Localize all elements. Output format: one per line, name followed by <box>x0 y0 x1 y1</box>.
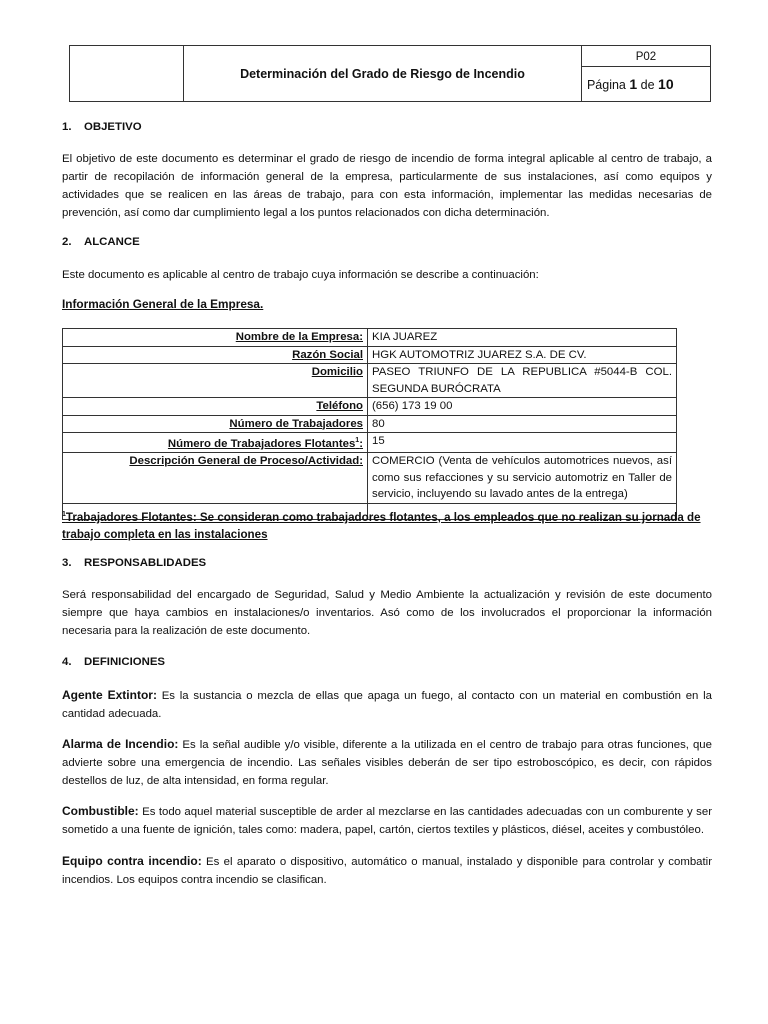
table-row <box>63 433 677 453</box>
definition-combustible: Combustible: Es todo aquel material susceptible de arder al mezclarse en las cantidades adecuadas con un comburente y ser sometido a una fuente de ignición, tales como: madera, papel, cartón, ciertos textiles y plásticos, diésel, aceites y combustóleo. <box>62 804 712 836</box>
responsabilidades-paragraph: Será responsabilidad del encargado de Seguridad, Salud y Medio Ambiente la actualización y revisión de este documento siempre que haya cambios en instalaciones/o inventarios. Asó como de los involucrados el proporcionar la información necesaria para la realización de este documento. <box>62 589 712 637</box>
row-value: COMERCIO (Venta de vehículos automotrices nuevos, así como sus refacciones y su servicio automotriz en Taller de servicio, incluyendo su lavado antes de la entrega) <box>368 453 677 504</box>
section-heading-alcance: 2. ALCANCE <box>62 236 140 248</box>
info-heading: Información General de la Empresa. <box>62 297 264 311</box>
row-value: HGK AUTOMOTRIZ JUAREZ S.A. DE CV. <box>368 346 677 364</box>
company-info-table <box>62 328 677 520</box>
document-header <box>69 45 711 102</box>
table-row <box>63 415 677 433</box>
footnote: $^1$Trabajadores Flotantes: Se consideran como trabajadores flotantes, a los empleados que no realizan su jornada de trabajo completa en las instalaciones <box>62 510 701 541</box>
document-title: Determinación del Grado de Riesgo de Incendio <box>184 46 582 102</box>
definition-agente-extintor: Agente Extintor: Es la sustancia o mezcla de ellas que apaga un fuego, al contacto con un material en combustión en la cantidad adecuada. <box>62 688 712 720</box>
row-label: Nombre de la Empresa: <box>63 329 368 347</box>
row-label: Razón Social <box>63 346 368 364</box>
table-row <box>63 364 677 398</box>
definition-term: Combustible: <box>62 804 139 818</box>
section-heading-objetivo: 1. OBJETIVO <box>62 121 142 133</box>
table-row <box>63 329 677 347</box>
section-heading-definiciones: 4. DEFINICIONES <box>62 656 166 668</box>
definition-alarma-incendio: Alarma de Incendio: Es la señal audible y/o visible, diferente a la utilizada en el centro de trabajo para otras funciones, que advierte sobre una emergencia de incendio. Las señales visibles deberán de ser tipo estroboscópico, es decir, con rápidos destellos de luz, de alta intensidad, en forma regular. <box>62 737 712 787</box>
row-label: Domicilio <box>63 364 368 398</box>
table-row <box>63 346 677 364</box>
table-row <box>63 453 677 504</box>
definition-term: Equipo contra incendio: <box>62 854 202 868</box>
row-label: Descripción General de Proceso/Actividad: <box>63 453 368 504</box>
definition-equipo-contra-incendio: Equipo contra incendio: Es el aparato o dispositivo, automático o manual, instalado y disponible para controlar y combatir incendios. Los equipos contra incendio se clasifican. <box>62 854 712 886</box>
row-label: Número de Trabajadores Flotantes$^1$: <box>63 433 368 453</box>
document-code: P02 <box>581 46 710 67</box>
page-indicator: Página 1 de 10 <box>581 67 710 102</box>
logo-cell <box>70 46 184 102</box>
row-value: 15 <box>368 433 677 453</box>
row-value: (656) 173 19 00 <box>368 398 677 416</box>
definition-term: Agente Extintor: <box>62 688 157 702</box>
definition-term: Alarma de Incendio: <box>62 737 179 751</box>
row-label: Teléfono <box>63 398 368 416</box>
row-value: 80 <box>368 415 677 433</box>
objetivo-paragraph: El objetivo de este documento es determinar el grado de riesgo de incendio de forma integral aplicable al centro de trabajo, a partir de recopilación de información general de la empresa, particularmente de sus instalaciones, así como equipos y actividades que se realicen en las áreas de trabajo, para con esta información, implementar las medidas necesarias de prevención, así como dar cumplimiento legal a los puntos relacionados con dicha determinación. <box>62 153 712 219</box>
table-row <box>63 398 677 416</box>
section-heading-responsabilidades: 3. RESPONSABLIDADES <box>62 557 207 569</box>
row-value: PASEO TRIUNFO DE LA REPUBLICA #5044-B COL. SEGUNDA BURÓCRATA <box>368 364 677 398</box>
row-label: Número de Trabajadores <box>63 415 368 433</box>
alcance-paragraph: Este documento es aplicable al centro de trabajo cuya información se describe a continuación: <box>62 269 539 281</box>
row-value: KIA JUAREZ <box>368 329 677 347</box>
